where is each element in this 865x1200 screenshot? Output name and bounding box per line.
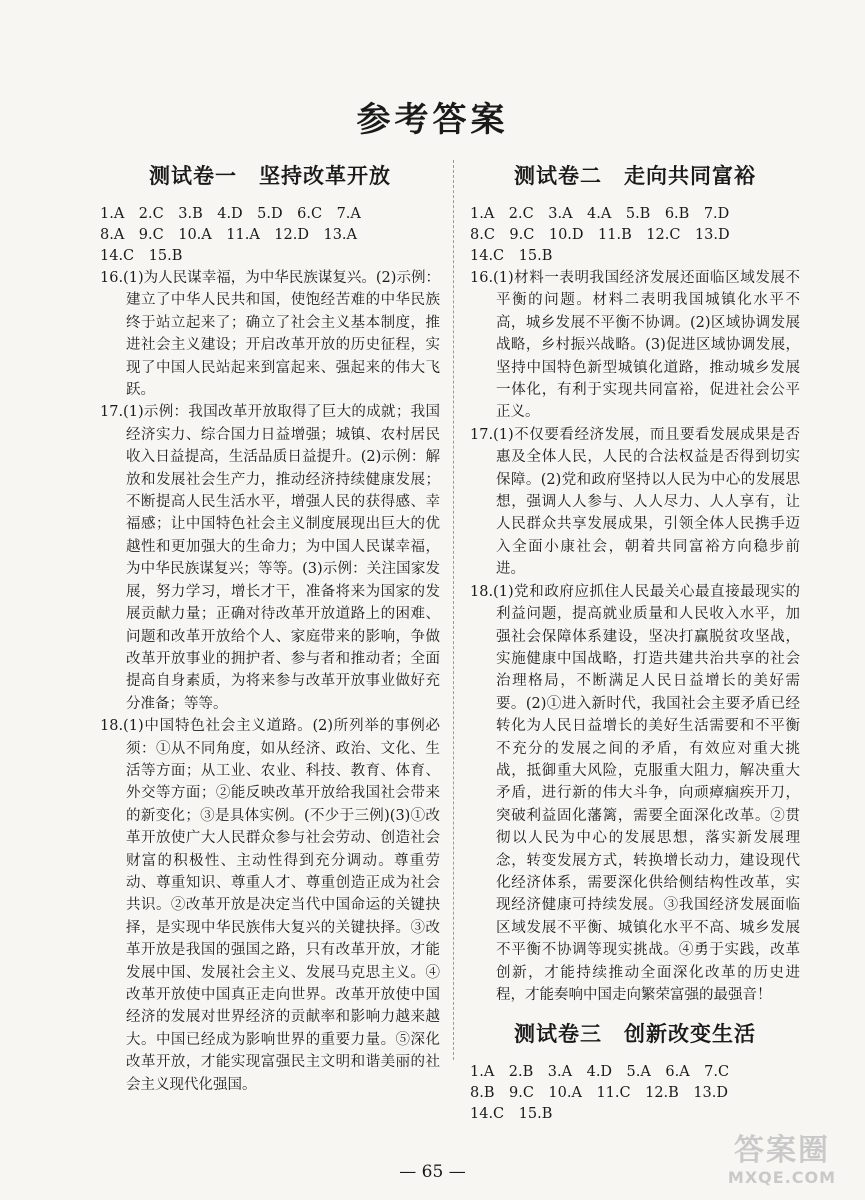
answer-17: 17.(1)示例：我国改革开放取得了巨大的成就；我国经济实力、综合国力日益增强；城镇、农村居民收入日益提高，生活品质日益提升。(2)示例：解放和发展社会生产力，推动经济持续健康发展；不断提高人民生活水平，增强人民的获得感、幸福感；让中国特色社会主义制度展现出巨大的优越性和更加强大的生命力；为中国人民谋幸福，为中华民族谋复兴；等等。(3)示例：关注国家发展，努力学习，增长才干，准备将来为国家的发展贡献力量；正确对待改革开放道路上的困难、问题和改革开放给个人、家庭带来的影响，争做改革开放事业的拥护者、参与者和推动者；全面提高自身素质，为将来参与改革开放事业做好充分准备；等等。 bbox=[100, 404, 440, 712]
answer-16: 16.(1)材料一表明我国经济发展还面临区域发展不平衡的问题。材料二表明我国城镇化水平不高，城乡发展不平衡不协调。(2)区域协调发展战略，乡村振兴战略。(3)促进区域协调发展，坚持中国特色新型城镇化道路，推动城乡发展一体化，有利于实现共同富裕，促进社会公平正义。 bbox=[470, 270, 800, 421]
choice-row: 1.A 2.C 3.B 4.D 5.D 6.C 7.A bbox=[100, 206, 361, 222]
choice-row: 8.B 9.C 10.A 11.C 12.B 13.D bbox=[470, 1085, 729, 1102]
choice-answers-3 bbox=[470, 1062, 800, 1125]
watermark-url: MXQE.COM bbox=[727, 1168, 837, 1187]
choice-row: 8.A 9.C 10.A 11.A 12.D 13.A bbox=[100, 227, 358, 243]
page-title: 参考答案 bbox=[356, 100, 509, 140]
choice-answers-1 bbox=[100, 204, 440, 267]
answer-18: 18.(1)中国特色社会主义道路。(2)所列举的事例必须：①从不同角度，如从经济、政治、文化、生活等方面；从工业、农业、科技、教育、体育、外交等方面；②能反映改革开放给我国社会带来的新变化；③是具体实例。(不少于三例)(3)①改革开放使广大人民群众参与社会劳动、创造社会财富的积极性、主动性得到充分调动。尊重劳动、尊重知识、尊重人才、尊重创造正成为社会共识。②改革开放是决定当代中国命运的关键抉择，是实现中华民族伟大复兴的关键抉择。③改革开放是我国的强国之路，只有改革开放，才能发展中国、发展社会主义、发展马克思主义。④改革开放使中国真正走向世界。改革开放使中国经济的发展对世界经济的贡献率和影响力越来越大。中国已经成为影响世界的重要力量。⑤深化改革开放，才能实现富强民主文明和谐美丽的社会主义现代化强国。 bbox=[100, 718, 440, 1093]
watermark-logo bbox=[717, 1134, 847, 1192]
column-divider bbox=[453, 160, 454, 1060]
choice-row: 14.C 15.B bbox=[470, 1106, 553, 1123]
answer-18: 18.(1)党和政府应抓住人民最关心最直接最现实的利益问题，提高就业质量和人民收入水平，加强社会保障体系建设，坚决打赢脱贫攻坚战，实施健康中国战略，打造共建共治共享的社会治理格局，不断满足人民日益增长的美好需要。(2)①进入新时代，我国社会主要矛盾已经转化为人民日益增长的美好生活需要和不平衡不充分的发展之间的矛盾，有效应对重大挑战，抵御重大风险，克服重大阻力，解决重大矛盾，进行新的伟大斗争，向顽瘴痼疾开刀，突破利益固化藩篱，需要全面深化改革。②贯彻以人民为中心的发展思想，落实新发展理念，转变发展方式，转换增长动力，建设现代化经济体系，需要深化供给侧结构性改革，实现经济健康可持续发展。③我国经济发展面临区域发展不平衡、城镇化水平不高、城乡发展不平衡不协调等现实挑战。④勇于实践，改革创新，才能持续推动全面深化改革的历史进程，才能奏响中国走向繁荣富强的最强音！ bbox=[470, 583, 800, 1003]
choice-row: 1.A 2.B 3.A 4.D 5.A 6.A 7.C bbox=[470, 1064, 730, 1081]
choice-answers-2 bbox=[470, 204, 800, 267]
choice-row: 14.C 15.B bbox=[100, 248, 183, 264]
left-column bbox=[100, 160, 440, 1096]
section-title-2: 测试卷二 走向共同富裕 bbox=[514, 163, 756, 188]
section-title-3: 测试卷三 创新改变生活 bbox=[514, 1021, 756, 1047]
choice-row: 8.C 9.C 10.D 11.B 12.C 13.D bbox=[470, 227, 730, 243]
page-number: — 65 — bbox=[399, 1162, 466, 1182]
answer-16: 16.(1)为人民谋幸福，为中华民族谋复兴。(2)示例：建立了中华人民共和国，使饱经苦难的中华民族终于站立起来了；确立了社会主义基本制度，推进社会主义建设；开启改革开放的历史征程，实现了中国人民站起来到富起来、强起来的伟大飞跃。 bbox=[100, 270, 440, 399]
choice-row: 14.C 15.B bbox=[470, 248, 553, 264]
right-column bbox=[470, 160, 800, 1125]
section-title-1: 测试卷一 坚持改革开放 bbox=[149, 163, 391, 188]
answer-17: 17.(1)不仅要看经济发展，而且要看发展成果是否惠及全体人民，人民的合法权益是否得到切实保障。(2)党和政府坚持以人民为中心的发展思想，强调人人参与、人人尽力、人人享有，让人民群众共享发展成果，引领全体人民携手迈入全面小康社会，朝着共同富裕方向稳步前进。 bbox=[470, 426, 800, 578]
watermark-text: 答案圈 bbox=[734, 1133, 830, 1168]
choice-row: 1.A 2.C 3.A 4.A 5.B 6.B 7.D bbox=[470, 206, 730, 222]
